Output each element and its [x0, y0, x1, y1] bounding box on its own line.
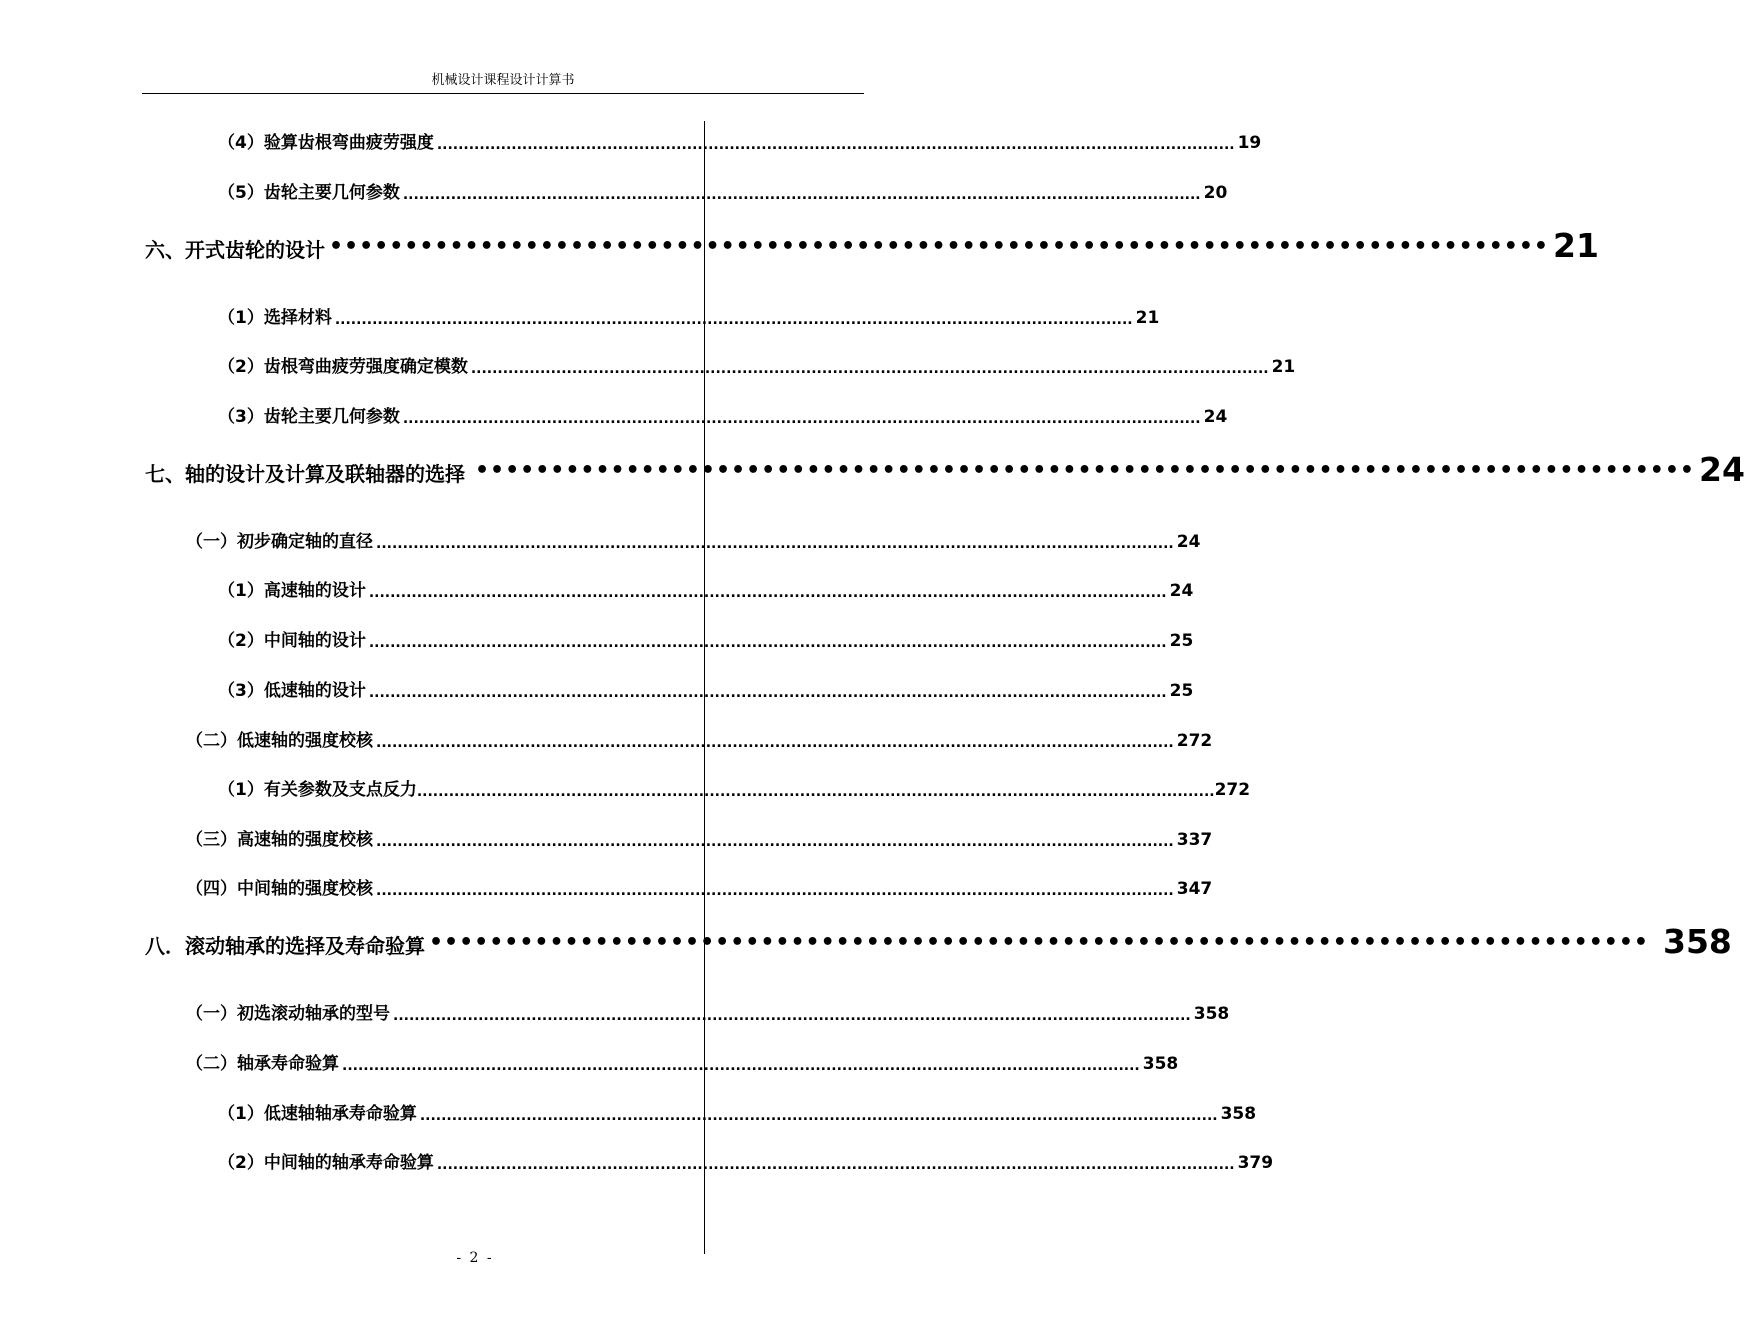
header-divider — [142, 93, 864, 94]
toc-entry-page: 19 — [1237, 133, 1262, 153]
toc-leader-dots: ...................................................................................................................................................... — [436, 1157, 1235, 1173]
toc-entry[interactable] — [218, 405, 1228, 429]
toc-entry-page: 272 — [1176, 731, 1213, 751]
toc-entry-label: （2）齿根弯曲疲劳强度确定模数 — [218, 357, 468, 377]
toc-entry-label: （2）中间轴的设计 — [218, 631, 366, 651]
toc-leader-dots: ...................................................................................................................................................... — [376, 883, 1174, 899]
toc-leader-dots: ...................................................................................................................................................... — [402, 187, 1201, 203]
toc-entry[interactable] — [218, 1102, 1257, 1126]
toc-entry-label: （三）高速轴的强度校核 — [186, 830, 373, 850]
page-footer-number: - 2 - — [456, 1250, 494, 1266]
toc-entry-page: 21 — [1552, 226, 1599, 265]
toc-entry[interactable] — [186, 530, 1201, 554]
toc-entry-label: （2）中间轴的轴承寿命验算 — [218, 1153, 434, 1173]
toc-entry-label: （四）中间轴的强度校核 — [186, 879, 373, 899]
toc-leader-dots: ...................................................................................................................................................... — [368, 685, 1167, 701]
toc-leader-dots: ••••••••••••••••••••••••••••••••••••••••••••••••••••••••••••••••••••••••••••••••• — [429, 930, 1649, 955]
toc-leader-dots: ...................................................................................................................................................... — [368, 635, 1167, 651]
toc-entry-label: （1）低速轴轴承寿命验算 — [218, 1104, 417, 1124]
toc-entry-page: 358 — [1220, 1104, 1257, 1124]
toc-leader-dots: ...................................................................................................................................................... — [436, 137, 1235, 153]
toc-chapter-entry[interactable] — [145, 446, 1745, 490]
toc-entry-page: 21 — [1271, 357, 1296, 377]
toc-entry-page: 358 — [1662, 922, 1732, 961]
toc-leader-dots: ...................................................................................................................................................... — [376, 834, 1174, 850]
toc-leader-dots: ...................................................................................................................................................... — [402, 411, 1201, 427]
toc-leader-dots: ...................................................................................................................................................... — [368, 585, 1167, 601]
toc-entry-page: 24 — [1169, 581, 1194, 601]
toc-entry[interactable] — [218, 679, 1194, 703]
toc-entry-page: 20 — [1203, 183, 1228, 203]
toc-entry-label: （一）初步确定轴的直径 — [186, 532, 373, 552]
toc-entry[interactable] — [218, 1151, 1274, 1175]
toc-leader-dots: ••••••••••••••••••••••••••••••••••••••••••••••••••••••••••••••••••••••••••••••••• — [475, 458, 1695, 483]
toc-entry[interactable] — [218, 181, 1228, 205]
toc-entry-label: （1）有关参数及支点反力 — [218, 780, 417, 800]
toc-entry-label: （1）高速轴的设计 — [218, 581, 366, 601]
toc-entry-label: （二）轴承寿命验算 — [186, 1054, 339, 1074]
toc-entry[interactable] — [186, 828, 1213, 852]
toc-entry[interactable] — [186, 877, 1213, 901]
toc-leader-dots: ...................................................................................................................................................... — [416, 784, 1215, 800]
toc-entry[interactable] — [186, 1002, 1230, 1026]
toc-entry[interactable] — [186, 1052, 1179, 1076]
toc-leader-dots: ••••••••••••••••••••••••••••••••••••••••••••••••••••••••••••••••••••••••••••••••• — [329, 234, 1549, 259]
toc-entry-label: （5）齿轮主要几何参数 — [218, 183, 400, 203]
toc-entry-page: 24 — [1176, 532, 1201, 552]
toc-entry[interactable] — [218, 579, 1194, 603]
toc-leader-dots: ...................................................................................................................................................... — [376, 735, 1174, 751]
toc-entry-label: 八．滚动轴承的选择及寿命验算 — [145, 934, 425, 958]
toc-entry-label: （3）低速轴的设计 — [218, 681, 366, 701]
toc-entry[interactable] — [186, 729, 1213, 753]
toc-entry-page: 379 — [1237, 1153, 1274, 1173]
toc-entry[interactable] — [218, 306, 1160, 330]
toc-entry-page: 24 — [1203, 407, 1228, 427]
toc-entry-page: 358 — [1142, 1054, 1179, 1074]
toc-chapter-entry[interactable] — [145, 918, 1732, 962]
toc-entry-label: （一）初选滚动轴承的型号 — [186, 1004, 390, 1024]
toc-entry[interactable] — [218, 131, 1262, 155]
toc-entry-page: 25 — [1169, 631, 1194, 651]
toc-entry-label: （3）齿轮主要几何参数 — [218, 407, 400, 427]
toc-entry[interactable] — [218, 629, 1194, 653]
toc-entry-label: 七、轴的设计及计算及联轴器的选择 — [145, 462, 465, 486]
toc-entry-label: （1）选择材料 — [218, 308, 332, 328]
toc-entry[interactable] — [218, 778, 1251, 802]
toc-entry-page: 21 — [1135, 308, 1160, 328]
toc-entry-label: 六、开式齿轮的设计 — [145, 238, 325, 262]
toc-entry-page: 24 — [1698, 450, 1745, 489]
toc-entry-page: 272 — [1214, 780, 1251, 800]
toc-entry-label: （二）低速轴的强度校核 — [186, 731, 373, 751]
page-header-title: 机械设计课程设计计算书 — [431, 73, 575, 88]
toc-leader-dots: ...................................................................................................................................................... — [342, 1058, 1140, 1074]
toc-entry-page: 25 — [1169, 681, 1194, 701]
toc-entry-label: （4）验算齿根弯曲疲劳强度 — [218, 133, 434, 153]
toc-entry-page: 347 — [1176, 879, 1213, 899]
toc-entry-page: 358 — [1193, 1004, 1230, 1024]
toc-leader-dots: ...................................................................................................................................................... — [334, 312, 1133, 328]
toc-entry-page: 337 — [1176, 830, 1213, 850]
toc-leader-dots: ...................................................................................................................................................... — [470, 361, 1269, 377]
toc-entry[interactable] — [218, 355, 1296, 379]
toc-leader-dots: ...................................................................................................................................................... — [419, 1108, 1218, 1124]
toc-chapter-entry[interactable] — [145, 222, 1599, 266]
toc-leader-dots: ...................................................................................................................................................... — [393, 1008, 1191, 1024]
toc-leader-dots: ...................................................................................................................................................... — [376, 536, 1174, 552]
